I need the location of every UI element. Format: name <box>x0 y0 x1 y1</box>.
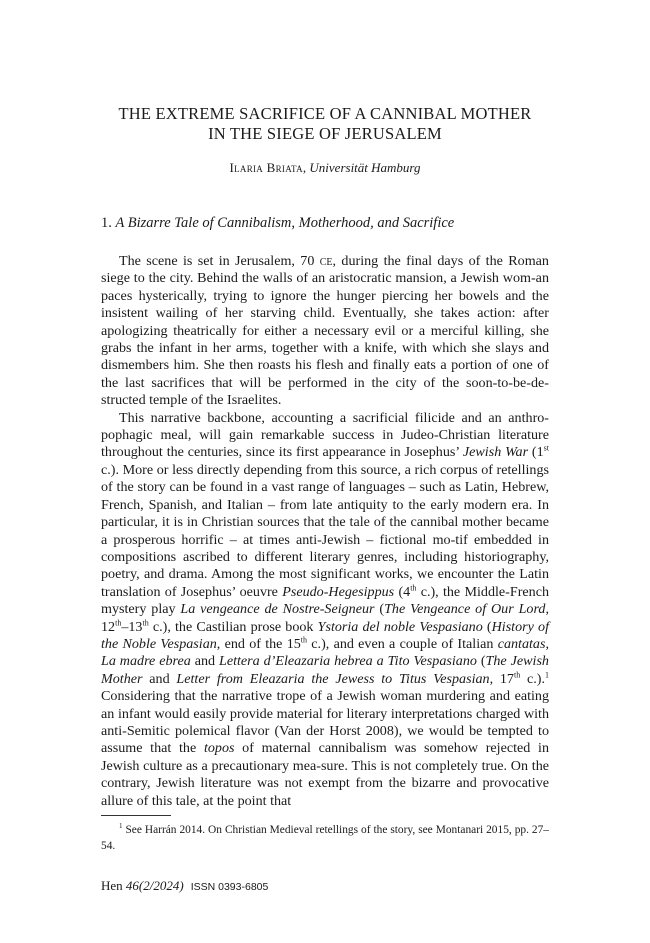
footnote-text: See Harrán 2014. On Christian Medieval retellings of the story, see Montanari 2015, pp. 27–54. <box>101 824 549 852</box>
journal-name: Hen <box>101 878 126 893</box>
italic-title: The Jewish Mother <box>101 653 549 687</box>
italic-title: Lettera d’Eleazaria hebrea a Tito Vespasiano <box>219 653 477 670</box>
body-text <box>101 253 549 810</box>
text-run: c.), the Middle-French mystery play <box>101 583 549 618</box>
journal-footer <box>101 878 268 894</box>
superscript: th <box>300 635 308 645</box>
text-run: and <box>190 653 219 670</box>
text-run: ( <box>374 601 385 618</box>
superscript: th <box>115 617 122 627</box>
text-run: c.), and even a couple of Italian <box>307 635 498 652</box>
superscript: th <box>513 670 521 680</box>
italic-title: Pseudo-Hegesippus <box>282 583 395 600</box>
text-run: c.). More or less directly depending from this source, a rich corpus of retellings of the story can be found in a vast range of languages – such as Latin, Hebrew, French, Spanish, and Italian – from late antiquity to the early modern era. In particular, it is in Christian sources that the tale of the cannibal mother became a prosperous horrific – at times anti-Jewish – fictional mo-tif embedded in compositions ascribed to different literary genres, including historiography, poetry, and drama. Among the most significant works, we encounter the Latin translation of Josephus’ oeuvre <box>101 461 549 600</box>
author-line <box>60 160 590 176</box>
italic-title: Ystoria del noble Vespasiano <box>317 618 483 635</box>
italic-title: La vengeance de Nostre-Seigneur <box>180 601 375 618</box>
text-run: , during the final days of the Roman siege to the city. Behind the walls of an aristocratic mansion, a Jewish wom-an paces hysterically, trying to ignore the hunger piercing her bowels and the insistent wailing of her starving child. Eventually, she takes action: after apologizing theatrically for either a necessary evil or a merciful killing, she grabs the infant in her arms, together with a knife, with which she slays and dismembers him. She then roasts his flesh and finally eats a portion of one of the last sacrifices that will be performed in the city of the soon-to-be-de-structed temple of the Israelites. <box>101 253 549 409</box>
superscript: th <box>410 583 417 593</box>
italic-title: The Vengeance of Our Lord <box>384 601 546 618</box>
footnote-text-block <box>101 823 549 854</box>
author-separator: , <box>302 160 310 175</box>
text-run: –13 <box>121 618 143 635</box>
journal-issn: ISSN 0393-6805 <box>190 881 269 893</box>
italic-title: History of the Noble Vespasian <box>101 618 549 652</box>
paragraph-1 <box>101 253 549 410</box>
text-run: and <box>142 670 177 687</box>
text-run: , <box>545 635 549 652</box>
text-run: , 17 <box>489 670 514 687</box>
text-run: c.), the Castilian prose book <box>148 618 318 635</box>
text-run: (4 <box>394 583 411 600</box>
text-run: This narrative backbone, accounting a sacrificial filicide and an anthro-pophagic meal, will gain remarkable success in Judeo-Christian literature throughout the centuries, since its first appearance in Josephus’ <box>101 409 549 461</box>
footnote-reference[interactable]: 1 <box>545 670 549 680</box>
superscript: st <box>543 443 550 453</box>
italic-title: cantatas <box>497 635 546 652</box>
author-affiliation: Universität Hamburg <box>309 160 421 175</box>
text-run: Considering that the narrative trope of a Jewish woman murdering and eating an infant would easily provide material for literary interpretations charged with anti-Semitic polemical flavor (Van der Horst 2008), we would be tempted to assume that the <box>101 688 549 757</box>
italic-title: La madre ebrea <box>101 653 191 670</box>
section-title: A Bizarre Tale of Cannibalism, Motherhood, and Sacrifice <box>115 215 455 231</box>
italic-title: Jewish War <box>462 444 529 461</box>
section-heading <box>101 214 561 232</box>
article-title-line-1: THE EXTREME SACRIFICE OF A CANNIBAL MOTHER <box>118 104 532 123</box>
section-number: 1. <box>101 215 112 231</box>
text-run: of maternal cannibalism was somehow rejected in Jewish culture as a precautionary mea-sure. This is not completely true. On the contrary, Jewish literature was not exempt from the bizarre and provocative allure of this tale, at the point that <box>101 740 549 809</box>
text-run: , 12 <box>101 601 549 635</box>
footnote-divider <box>101 815 171 816</box>
article-title-line-2: IN THE SIEGE OF JERUSALEM <box>208 124 442 143</box>
journal-volume: 46(2/2024) <box>125 878 184 893</box>
footnote-mark: 1 <box>119 822 123 831</box>
superscript: th <box>142 617 149 627</box>
text-run: c.). <box>520 670 545 687</box>
text-run: , end of the 15 <box>216 635 301 652</box>
text-run: (1 <box>528 444 544 461</box>
text-run: ( <box>482 618 492 635</box>
author-name: Ilaria Briata <box>229 160 303 175</box>
text-run: ( <box>476 653 486 670</box>
italic-title: Letter from Eleazaria the Jewess to Titus Vespasian <box>176 670 490 687</box>
text-run: The scene is set in Jerusalem, 70 <box>119 253 320 269</box>
italic-term: topos <box>203 740 235 757</box>
article-title <box>60 104 590 144</box>
paragraph-2 <box>101 410 549 810</box>
era-abbreviation: ce <box>319 253 333 269</box>
footnote-1 <box>101 823 549 854</box>
